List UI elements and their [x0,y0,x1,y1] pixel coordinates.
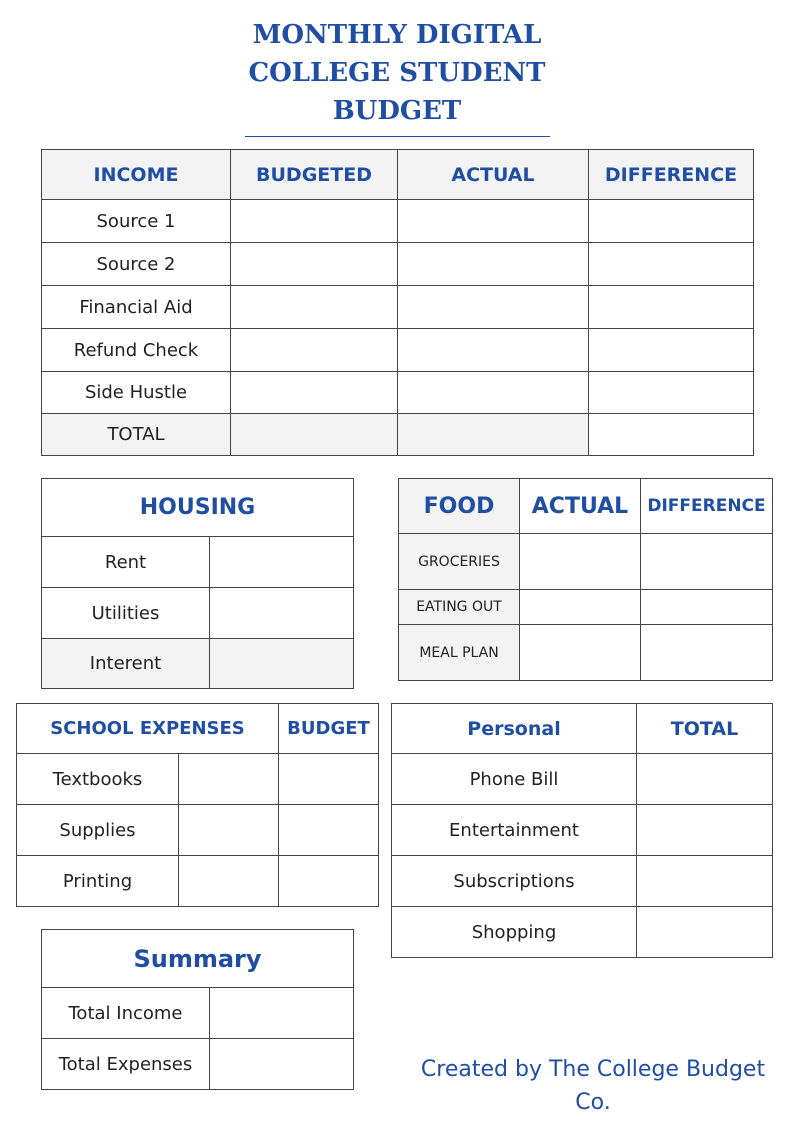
food-row-label: EATING OUT [399,590,520,625]
food-row-label: GROCERIES [399,534,520,590]
food-difference-header: DIFFERENCE [641,479,773,534]
school-budget-cell[interactable] [279,754,379,805]
personal-total-header: TOTAL [637,704,773,754]
income-difference-cell[interactable] [589,243,754,286]
housing-header: HOUSING [42,479,354,537]
personal-row-label: Subscriptions [392,856,637,907]
school-budget-cell[interactable] [279,805,379,856]
food-table [398,478,773,681]
food-difference-cell[interactable] [641,590,773,625]
income-row-label: Source 2 [42,243,231,286]
school-budget-cell[interactable] [279,856,379,907]
income-total-budgeted-cell[interactable] [231,414,398,456]
personal-row-label: Entertainment [392,805,637,856]
school-expenses-header: SCHOOL EXPENSES [17,704,279,754]
personal-row-label: Shopping [392,907,637,958]
housing-value-cell[interactable] [210,639,354,689]
income-table [41,149,754,456]
summary-row-label: Total Expenses [42,1039,210,1090]
school-budget-header: BUDGET [279,704,379,754]
food-actual-cell[interactable] [520,590,641,625]
school-value-cell[interactable] [179,754,279,805]
income-budgeted-cell[interactable] [231,372,398,414]
title-line-2: COLLEGE STUDENT [248,58,546,88]
income-row-label: Financial Aid [42,286,231,329]
income-budgeted-cell[interactable] [231,243,398,286]
credit-text [398,1053,788,1119]
school-row-label: Printing [17,856,179,907]
housing-table [41,478,354,689]
title-line-1: MONTHLY DIGITAL [252,20,542,50]
title-underline [245,136,550,137]
income-actual-cell[interactable] [398,372,589,414]
summary-value-cell[interactable] [210,1039,354,1090]
income-difference-cell[interactable] [589,286,754,329]
personal-total-cell[interactable] [637,856,773,907]
food-actual-cell[interactable] [520,625,641,681]
income-total-label: TOTAL [42,414,231,456]
credit-line-1: Created by The College Budget [420,1057,766,1082]
food-header: FOOD [399,479,520,534]
income-row-label: Source 1 [42,200,231,243]
food-actual-header: ACTUAL [520,479,641,534]
school-value-cell[interactable] [179,805,279,856]
summary-row-label: Total Income [42,988,210,1039]
housing-value-cell[interactable] [210,537,354,588]
income-actual-cell[interactable] [398,243,589,286]
income-difference-cell[interactable] [589,329,754,372]
income-difference-cell[interactable] [589,200,754,243]
personal-table [391,703,773,958]
summary-header: Summary [42,930,354,988]
food-row-label: MEAL PLAN [399,625,520,681]
income-total-difference-cell[interactable] [589,414,754,456]
income-row-label: Side Hustle [42,372,231,414]
housing-row-label: Interent [42,639,210,689]
income-budgeted-cell[interactable] [231,329,398,372]
income-row-label: Refund Check [42,329,231,372]
income-actual-cell[interactable] [398,200,589,243]
actual-header: ACTUAL [398,150,589,200]
summary-value-cell[interactable] [210,988,354,1039]
credit-line-2: Co. [575,1090,611,1115]
income-total-actual-cell[interactable] [398,414,589,456]
difference-header: DIFFERENCE [589,150,754,200]
page-title [200,16,594,130]
income-difference-cell[interactable] [589,372,754,414]
school-expenses-table [16,703,379,907]
personal-total-cell[interactable] [637,754,773,805]
income-actual-cell[interactable] [398,329,589,372]
housing-row-label: Utilities [42,588,210,639]
school-row-label: Textbooks [17,754,179,805]
income-actual-cell[interactable] [398,286,589,329]
personal-header: Personal [392,704,637,754]
income-budgeted-cell[interactable] [231,286,398,329]
housing-row-label: Rent [42,537,210,588]
income-budgeted-cell[interactable] [231,200,398,243]
food-difference-cell[interactable] [641,534,773,590]
personal-total-cell[interactable] [637,805,773,856]
personal-row-label: Phone Bill [392,754,637,805]
income-header: INCOME [42,150,231,200]
title-line-3: BUDGET [332,96,462,126]
school-row-label: Supplies [17,805,179,856]
summary-table [41,929,354,1090]
food-actual-cell[interactable] [520,534,641,590]
food-difference-cell[interactable] [641,625,773,681]
personal-total-cell[interactable] [637,907,773,958]
budgeted-header: BUDGETED [231,150,398,200]
housing-value-cell[interactable] [210,588,354,639]
school-value-cell[interactable] [179,856,279,907]
